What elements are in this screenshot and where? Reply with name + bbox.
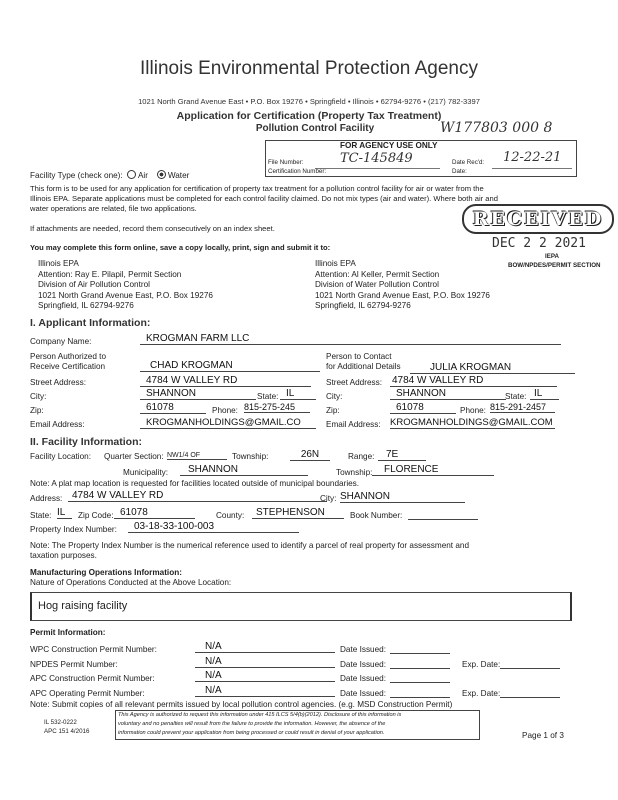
apc-operating-exp-field[interactable] [500,697,560,698]
facility-address-label: Address: [30,494,63,503]
company-name-label: Company Name: [30,337,92,346]
facility-address-field[interactable]: 4784 W VALLEY RD [68,490,327,502]
street-address-label: Street Address: [30,378,86,387]
page-number: Page 1 of 3 [522,731,564,740]
permit-heading: Permit Information: [30,628,106,637]
township-label: Township: [232,452,269,461]
state-label: State: [257,392,279,401]
person-authorized-label-1: Person Authorized to [30,352,107,361]
state-field[interactable]: IL [280,388,316,400]
township-name-label: Township: [336,468,373,477]
air-address-line: Division of Air Pollution Control [38,280,150,290]
form-id-1: IL 532-0222 [44,719,77,726]
pin-note-line-1: Note: The Property Index Number is the numerical reference used to identify a parcel of real property for assessment and [30,541,470,550]
phone-label: Phone: [212,406,238,415]
wpc-permit-field[interactable]: N/A [195,641,335,653]
form-subtitle: Pollution Control Facility [255,123,375,134]
air-address-block [38,259,213,312]
email-field[interactable]: KROGMANHOLDINGS@GMAIL.CO [140,417,316,429]
contact-person-field[interactable]: JULIA KROGMAN [410,362,575,374]
apc-operating-exp-label: Exp. Date: [462,689,501,698]
air-label: Air [137,171,148,180]
form-title: Application for Certification (Property Tax Treatment) [176,110,442,122]
npdes-exp-date-label: Exp. Date: [462,660,501,669]
date-recd-value: 12-22-21 [503,150,562,165]
disclaimer-line-3: information could prevent your application from being processed or could result in denial of your application. [118,730,385,736]
facility-type-label: Facility Type (check one): [30,171,123,180]
received-stamp-section: BOW/NPDES/PERMIT SECTION [508,262,601,269]
intro-line-1: This form is to be used for any application for certification of property tax treatment for a pollution control facility for air or water from the [30,184,484,193]
npdes-permit-label: NPDES Permit Number: [30,660,118,669]
contact-phone-field[interactable]: 815-291-2457 [490,402,555,413]
contact-phone-label: Phone: [460,406,486,415]
facility-zip-label: Zip Code: [78,511,114,520]
municipality-field[interactable]: SHANNON [180,464,308,476]
property-index-field[interactable]: 03-18-33-100-003 [128,521,299,533]
npdes-date-issued-field[interactable] [390,668,450,669]
plat-map-note: Note: A plat map location is requested for facilities located outside of municipal boundaries. [30,479,360,488]
book-number-field[interactable] [408,519,478,520]
contact-street-label: Street Address: [326,378,382,387]
street-address-field[interactable]: 4784 W VALLEY RD [140,375,311,387]
agency-address: 1021 North Grand Avenue East • P.O. Box 19276 • Springfield • Illinois • 62794-9276 • (217) 782-3397 [138,97,480,106]
water-address-block [315,259,490,312]
disclaimer-line-1: This Agency is authorized to request this information under 415 ILCS 5/4(b)(2012). Disclosure of this information is [118,712,402,718]
water-address-line: Division of Water Pollution Control [315,280,439,290]
facility-zip-field[interactable]: 61078 [114,507,195,519]
township-field[interactable]: 26N [290,449,330,461]
facility-type-row [30,170,189,180]
facility-location-label: Facility Location: [30,452,91,461]
air-address-line: Springfield, IL 62794-9276 [38,301,134,311]
contact-zip-label: Zip: [326,406,340,415]
air-address-line: Illinois EPA [38,259,79,268]
apc-construction-date-field[interactable] [390,682,450,683]
attachments-note: If attachments are needed, record them consecutively on an index sheet. [30,224,275,233]
wpc-date-issued-field[interactable] [390,653,450,654]
received-stamp-date: DEC 2 2 2021 [492,236,586,251]
air-address-line: Attention: Ray E. Pilapil, Permit Section [38,269,182,279]
property-index-label: Property Index Number: [30,525,117,534]
book-number-label: Book Number: [350,511,403,520]
agency-title: Illinois Environmental Protection Agency [140,58,478,79]
date-recd-label: Date Rec'd: [452,159,485,166]
phone-field[interactable]: 815-275-245 [244,402,310,413]
water-address-line: Springfield, IL 62794-9276 [315,301,411,311]
online-note: You may complete this form online, save a copy locally, print, sign and submit it to: [30,243,331,252]
wpc-date-issued-label: Date Issued: [340,645,386,654]
contact-person-label-2: for Additional Details [326,362,401,371]
handwritten-application-id: W177803 000 8 [440,120,553,136]
file-number-label: File Number: [268,159,304,166]
contact-zip-field[interactable]: 61078 [390,402,456,414]
contact-email-label: Email Address: [326,420,381,429]
water-address-line: Attention: Al Keller, Permit Section [315,269,440,279]
water-address-line: Illinois EPA [315,259,356,268]
npdes-permit-field[interactable]: N/A [195,656,335,668]
water-radio[interactable] [157,170,166,179]
quarter-section-field[interactable]: NW1/4 OF [167,452,227,460]
apc-operating-label: APC Operating Permit Number: [30,689,145,698]
received-stamp-agency: IEPA [545,253,559,260]
disclaimer-line-2: voluntary and no penalties will result from the failure to provide the information. However, the absence of the [118,721,386,727]
applicant-section-heading: I. Applicant Information: [30,317,151,329]
facility-city-label: City: [320,494,337,503]
wpc-permit-label: WPC Construction Permit Number: [30,645,157,654]
apc-construction-field[interactable]: N/A [195,670,335,682]
quarter-section-label: Quarter Section: [104,452,164,461]
facility-section-heading: II. Facility Information: [30,436,143,448]
apc-operating-field[interactable]: N/A [195,685,335,697]
contact-street-field[interactable]: 4784 W VALLEY RD [390,375,557,387]
county-label: County: [216,511,245,520]
city-field[interactable]: SHANNON [140,388,256,400]
nature-of-operations-value: Hog raising facility [38,600,128,612]
apc-construction-date-label: Date Issued: [340,674,386,683]
email-label: Email Address: [30,420,85,429]
range-field[interactable]: 7E [378,449,426,461]
date-label: Date: [452,168,467,175]
city-label: City: [30,392,47,401]
range-label: Range: [348,452,375,461]
received-stamp: RECEIVED [462,204,614,234]
npdes-exp-date-field[interactable] [500,668,560,669]
facility-state-label: State: [30,511,52,520]
pin-note-line-2: taxation purposes. [30,551,97,560]
form-id-2: APC 151 4/2016 [44,728,90,735]
contact-email-field[interactable]: KROGMANHOLDINGS@GMAIL.COM [390,417,555,429]
person-authorized-label-2: Receive Certification [30,362,106,371]
zip-field[interactable]: 61078 [140,402,206,414]
air-radio[interactable] [127,170,136,179]
agency-use-heading: FOR AGENCY USE ONLY [340,141,438,150]
contact-city-label: City: [326,392,343,401]
township-name-field[interactable]: FLORENCE [372,464,494,476]
county-field[interactable]: STEPHENSON [252,507,344,519]
air-address-line: 1021 North Grand Avenue East, P.O. Box 19276 [38,290,213,300]
municipality-label: Municipality: [123,468,169,477]
nature-of-operations-label: Nature of Operations Conducted at the Above Location: [30,578,232,587]
water-label: Water [167,171,190,180]
npdes-date-issued-label: Date Issued: [340,660,386,669]
zip-label: Zip: [30,406,44,415]
water-address-line: 1021 North Grand Avenue East, P.O. Box 19276 [315,290,490,300]
file-number-value: TC-145849 [340,151,413,166]
contact-state-field[interactable]: IL [530,388,559,400]
facility-state-field[interactable]: IL [57,507,72,519]
contact-city-field[interactable]: SHANNON [390,388,506,400]
certification-number-label: Certification Number: [268,168,327,175]
facility-city-field[interactable]: SHANNON [340,491,465,503]
manufacturing-heading: Manufacturing Operations Information: [30,568,182,577]
apc-operating-date-label: Date Issued: [340,689,386,698]
person-authorized-field[interactable]: CHAD KROGMAN [140,360,320,372]
permits-note: Note: Submit copies of all relevant permits issued by local pollution control agencies. (e.g. MSD Construction Permit) [30,700,453,709]
apc-construction-label: APC Construction Permit Number: [30,674,155,683]
intro-line-2: Illinois EPA. Separate applications must be completed for each control facility claimed. Do not mix types (air and water). Where both air and [30,194,498,203]
intro-line-3: water operations are related, file two applications. [30,204,197,213]
contact-state-label: State: [505,392,527,401]
company-name-field[interactable]: KROGMAN FARM LLC [140,333,561,345]
apc-operating-date-field[interactable] [390,697,450,698]
contact-person-label-1: Person to Contact [326,352,392,361]
